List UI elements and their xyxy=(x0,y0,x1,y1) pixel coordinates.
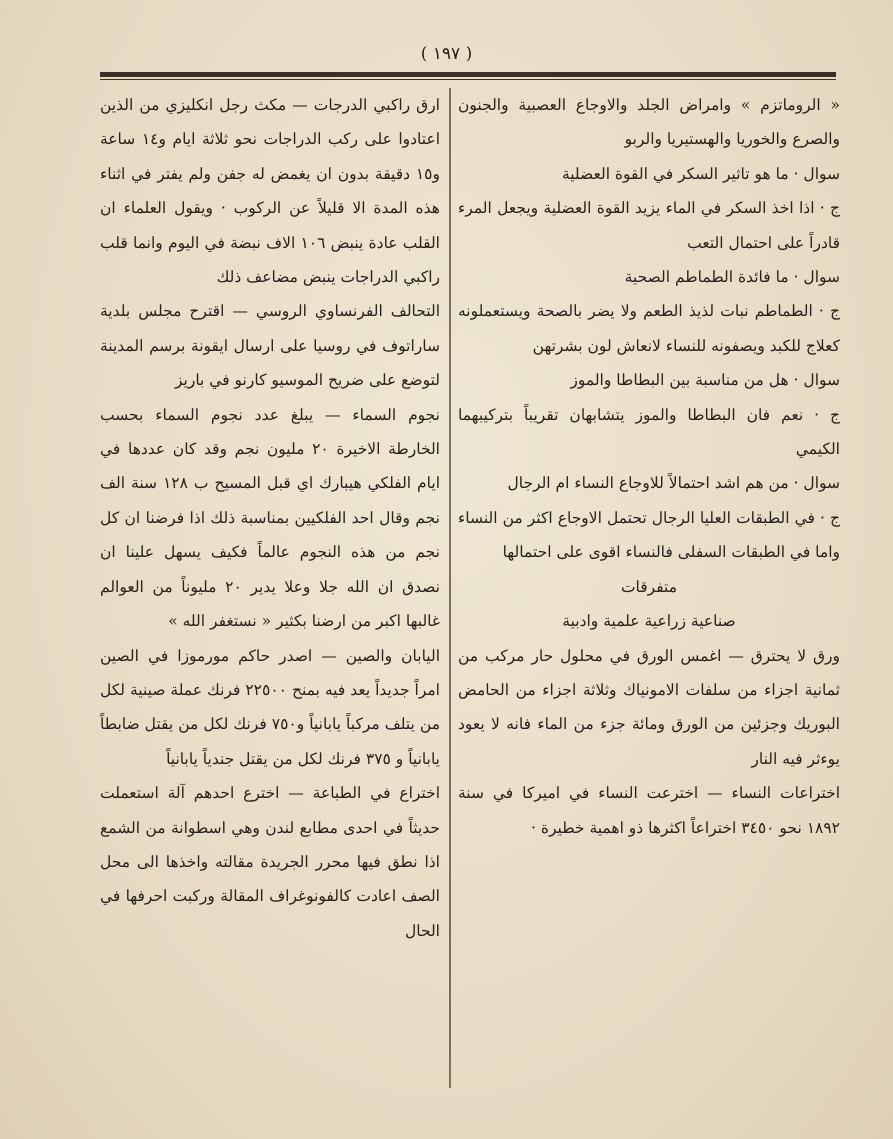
article-cyclist-insomnia: ارق راكبي الدرجات — مكث رجل انكليزي من الذين اعتادوا على ركب الدراجات نحو ثلاثة ايام و١٤ ساعة و١٥ دقيقة بدون ان يغمض له جفن ولم يفتر في اثناء هذه المدة الا قليلاً عن الركوب · ويقول العلماء ان القلب عادة ينبض ١٠٦ الاف نبضة في اليوم وانما قلب راكبي الدراجات ينبض مضاعف ذلك xyxy=(100,96,441,287)
section-subheading: صناعية زراعية علمية وادبية xyxy=(562,612,736,631)
article-japan-china: اليابان والصين — اصدر حاكم مورموزا في الصين امراً جديداً يعد فيه بمنح ٢٢٥٠٠ فرنك عملة صينية لكل من يتلف مركباً يابانياً و٧٥٠ فرنك لكل من يقتل ضابطاً يابانياً و ٣٧٥ فرنك لكل من يقتل جندياً يابانياً xyxy=(100,646,440,768)
answer-potato-banana: ج · نعم فان البطاطا والموز يتشابهان تقريباً بتركيبهما الكيمي xyxy=(458,405,840,459)
header-rule-thin xyxy=(100,79,836,80)
question-pain-tolerance: سوال · من هم اشد احتمالاً للاوجاع النساء ام الرجال xyxy=(507,474,840,493)
article-fireproof-paper: ورق لا يحترق — اغمس الورق في محلول حار مركب من ثمانية اجزاء من سلفات الامونياك وثلاثة اجزاء من الحامض البوريك وجزئين من الورق ومائة جزء من الماء فانه لا يعود يوءثر فيه النار xyxy=(458,646,840,768)
question-potato-banana: سوال · هل من مناسبة بين البطاطا والموز xyxy=(570,371,840,390)
article-franco-russian-alliance: التحالف الفرنساوي الروسي — اقترح مجلس بلدية ساراتوف في روسيا على ارسال ايقونة برسم المدينة لتوضع على ضريح الموسيو كارنو في باريز xyxy=(100,302,440,390)
answer-sugar: ج · اذا اخذ السكر في الماء يزيد القوة العضلية ويجعل المرء قادراً على احتمال التعب xyxy=(458,199,840,252)
article-stars: نجوم السماء — يبلغ عدد نجوم السماء بحسب الخارطة الاخيرة ٢٠ مليون نجم وقد كان عددها في ايام الفلكي هيبارك اي قبل المسيح ب ١٢٨ سنة الف نجم وقال احد الفلكيين بمناسبة ذلك اذا فرضنا ان كل نجم من هذه النجوم عالماً فكيف يسهل علينا ان نصدق ان الله جلا وعلا يدير ٢٠ مليوناً من العوالم غالبها اكبر من ارضنا بكثير « نستغفر الله » xyxy=(100,405,440,631)
question-sugar: سوال · ما هو تاثير السكر في القوة العضلية xyxy=(561,164,840,183)
column-divider xyxy=(449,88,451,1088)
right-column xyxy=(458,88,840,1098)
header-rule xyxy=(100,72,836,77)
section-heading-miscellany: متفرقات xyxy=(620,577,678,596)
answer-pain-tolerance: ج · في الطبقات العليا الرجال تحتمل الاوجاع اكثر من النساء واما في الطبقات السفلى فالنساء اقوى على احتمالها xyxy=(458,508,840,562)
left-column xyxy=(100,88,440,1098)
paragraph-diseases: « الروماتزم » وامراض الجلد والاوجاع العصبية والجنون والصرع والخوريا والهستيريا والربو xyxy=(458,96,840,149)
article-women-inventions: اختراعات النساء — اخترعت النساء في اميركا في سنة ١٨٩٢ نحو ٣٤٥٠ اختراعاً اكثرها ذو اهمية خطيرة · xyxy=(458,784,840,837)
answer-tomato: ج · الطماطم نبات لذيذ الطعم ولا يضر بالصحة ويستعملونه كعلاج للكبد ويصفونه للنساء لانعاش لون بشرتهن xyxy=(458,302,840,355)
page-number: ( ١٩٧ ) xyxy=(420,44,473,64)
question-tomato: سوال · ما فائدة الطماطم الصحية xyxy=(624,268,840,287)
article-printing-invention: اختراع في الطباعة — اخترع احدهم آلة استعملت حديثاً في احدى مطابع لندن وهي اسطوانة من الشمع اذا نطق فيها محرر الجريدة مقالته واخذها الى محل الصف اعادت كالفونوغراف المقالة وركبت احرفها في الحال xyxy=(100,784,440,940)
